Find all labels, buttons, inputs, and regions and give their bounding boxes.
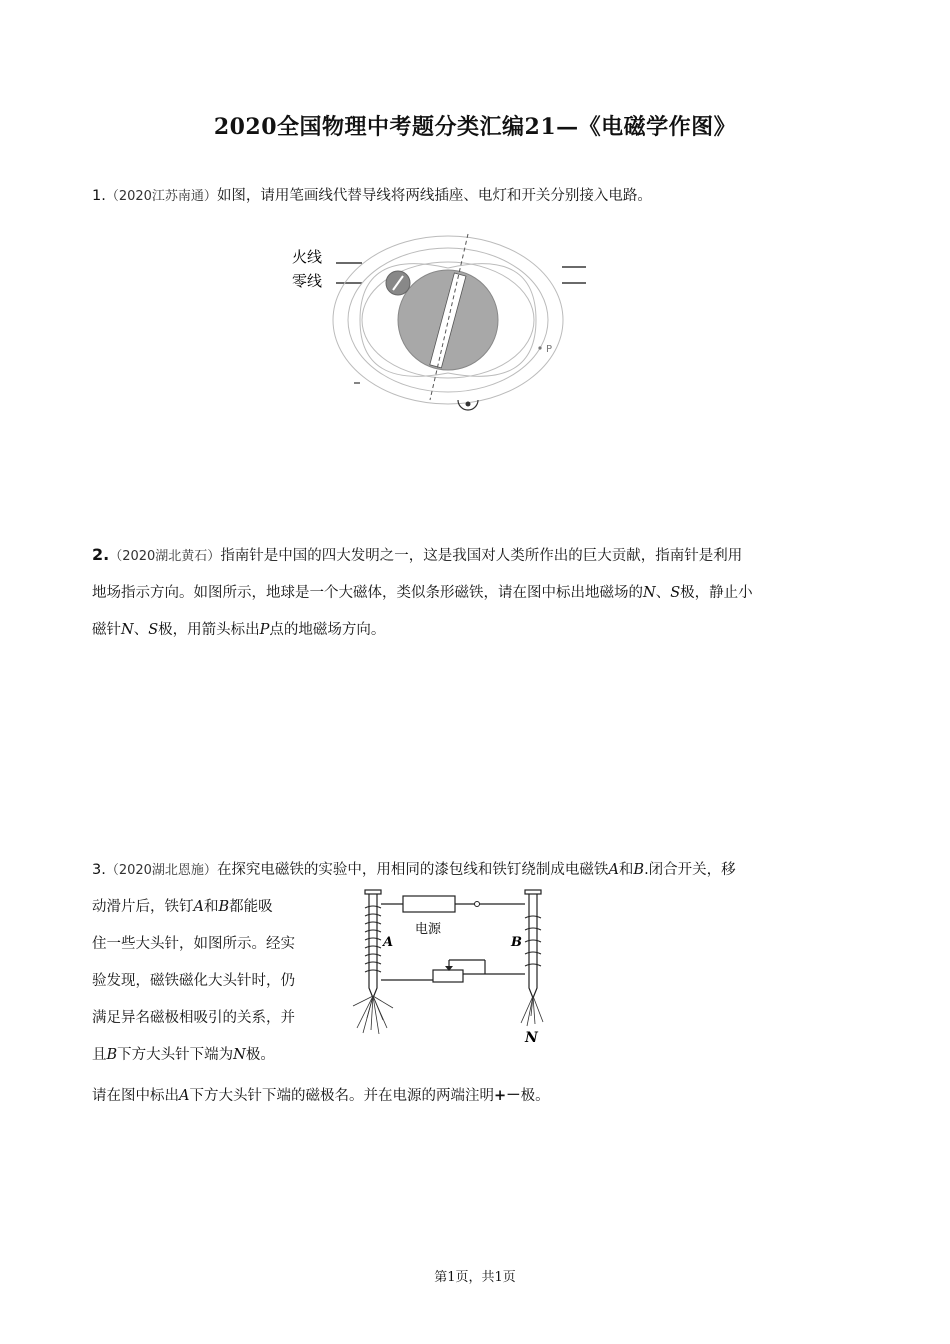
nail-b (525, 890, 541, 998)
q2-text-c3: 点的地磁场方向。 (269, 622, 386, 638)
q3-final-a: 请在图中标出 (92, 1088, 179, 1104)
label-n: N (525, 1030, 538, 1046)
var-s: S (670, 585, 681, 601)
label-b: B (511, 935, 522, 950)
var-n: N (121, 622, 134, 638)
q3-line-2 (92, 889, 342, 926)
power-label: 电源 (415, 922, 442, 937)
q3-final-c: 极。 (520, 1088, 550, 1104)
q2-line-2 (92, 575, 862, 612)
question-3 (92, 852, 862, 889)
var-a: A (608, 862, 619, 878)
var-s: S (148, 622, 159, 638)
q3-line-4: 验发现，磁铁磁化大头针时，仍 (92, 973, 295, 989)
label-a: A (383, 935, 394, 950)
question-number: 2. (92, 545, 110, 564)
q2-line-3 (92, 612, 862, 649)
q2-line-1 (92, 536, 862, 575)
sep: 、 (133, 622, 149, 638)
bottom-socket-dot (466, 402, 471, 407)
var-b: B (106, 1047, 118, 1063)
pins-b (521, 996, 543, 1026)
power-source-box (403, 896, 455, 912)
circuit-wires (381, 904, 525, 980)
pins-a (353, 996, 393, 1034)
var-b: B (218, 899, 230, 915)
question-source: （2020江苏南通） (105, 189, 217, 204)
var-n: N (233, 1047, 246, 1063)
point-p-marker (538, 346, 541, 349)
question-source: （2020湖北恩施） (105, 863, 217, 878)
q3-and: 和 (618, 862, 634, 878)
q3-l2b: 都能吸 (229, 899, 273, 915)
question-source: （2020湖北黄石） (109, 549, 221, 564)
plus-minus: +－ (493, 1087, 521, 1104)
q3-line-6 (92, 1037, 342, 1074)
q2-text-b1: 地场指示方向。如图所示，地球是一个大磁体，类似条形磁铁，请在图中标出地磁场的 (92, 585, 643, 601)
question-number: 3. (92, 862, 106, 878)
q3-text-a1: 在探究电磁铁的实验中，用相同的漆包线和铁钉绕制成电磁铁 (216, 862, 609, 878)
figure-3 (345, 888, 565, 1048)
q3-l6a: 且 (92, 1047, 107, 1063)
page-footer: 第1页，共1页 (434, 1270, 516, 1285)
neutral-wire-label: 零线 (292, 272, 323, 290)
question-1 (92, 178, 872, 215)
q3-l6c: 极。 (245, 1047, 275, 1063)
q3-line-5: 满足异名磁极相吸引的关系，并 (92, 1010, 295, 1026)
nail-a (365, 890, 381, 998)
question-3-final-line (92, 1077, 862, 1115)
point-p-label: P (546, 344, 553, 355)
q3-and: 和 (203, 899, 219, 915)
sep: 、 (655, 585, 671, 601)
question-3-wrapped-text (92, 889, 342, 1074)
q2-text-a: 指南针是中国的四大发明之一，这是我国对人类所作出的巨大贡献，指南针是利用 (220, 548, 743, 564)
live-wire-label: 火线 (292, 248, 323, 266)
q2-text-b2: 极，静止小 (680, 585, 753, 601)
var-a: A (193, 899, 204, 915)
q2-text-c1: 磁针 (92, 622, 121, 638)
question-number: 1. (92, 188, 106, 204)
question-text: 如图，请用笔画线代替导线将两线插座、电灯和开关分别接入电路。 (216, 188, 652, 204)
q3-final-b: 下方大头针下端的磁极名。并在电源的两端注明 (189, 1088, 494, 1104)
var-n: N (643, 585, 656, 601)
q3-text-a2: .闭合开关，移 (644, 862, 736, 878)
q3-l6b: 下方大头针下端为 (117, 1047, 234, 1063)
switch-terminal (475, 902, 480, 907)
q3-line-3: 住一些大头针，如图所示。经实 (92, 936, 295, 952)
var-p: P (259, 622, 270, 638)
q3-l2a: 动滑片后，铁钉 (92, 899, 194, 915)
question-2 (92, 536, 862, 649)
q2-text-c2: 极，用箭头标出 (158, 622, 260, 638)
figure-1 (290, 228, 590, 428)
page-title: 2020全国物理中考题分类汇编21—《电磁学作图》 (213, 114, 737, 140)
var-b: B (633, 862, 645, 878)
var-a: A (179, 1088, 190, 1104)
rheostat (433, 970, 463, 982)
